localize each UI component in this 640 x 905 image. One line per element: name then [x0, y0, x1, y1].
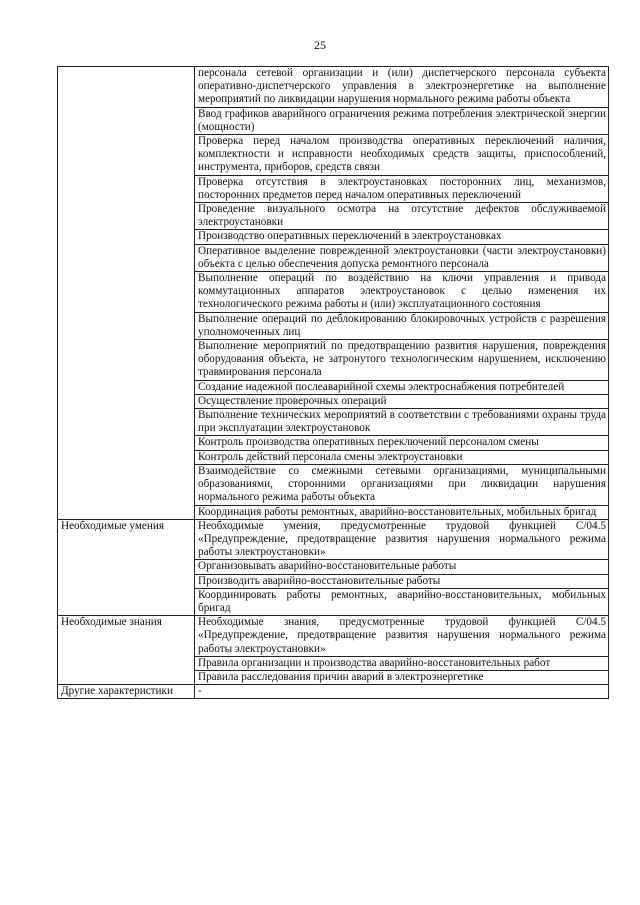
- table-cell: Выполнение технических мероприятий в соответствии с требованиями охраны труда при эксплуатации электроустановок: [195, 409, 609, 436]
- table-cell: Выполнение операций по воздействию на ключи управления и привода коммутационных аппаратов электроустановок с целью изменения их технологического режима работы и (или) эксплуатационного состояния: [195, 272, 609, 313]
- table-cell: Производить аварийно-восстановительные работы: [195, 574, 609, 588]
- table-cell: персонала сетевой организации и (или) диспетчерского персонала субъекта оперативно-диспетчерского управления в электроэнергетике на выполнение мероприятий по ликвидации нарушения нормального режима работы объекта: [195, 67, 609, 108]
- table-row: [58, 685, 609, 699]
- table-cell: Координировать работы ремонтных, аварийно-восстановительных, мобильных бригад: [195, 588, 609, 615]
- section-label: Другие характеристики: [58, 685, 195, 699]
- table-cell: Выполнение мероприятий по предотвращению развития нарушения, повреждения оборудования объекта, не затронутого технологическим нарушением, исключению травмирования персонала: [195, 340, 609, 381]
- table-row: [58, 616, 609, 657]
- section-label: Необходимые умения: [58, 519, 195, 615]
- competency-table: [57, 66, 609, 699]
- table-cell: Правила организации и производства аварийно-восстановительных работ: [195, 656, 609, 670]
- competency-table-body: [58, 67, 609, 699]
- section-label: [58, 67, 195, 520]
- table-cell: Проверка перед началом производства оперативных переключений наличия, комплектности и исправности необходимых средств защиты, приспособлений, инструмента, приборов, средств связи: [195, 135, 609, 176]
- table-cell: Оперативное выделение поврежденной электроустановки (части электроустановки) объекта с целью обеспечения допуска ремонтного персонала: [195, 244, 609, 271]
- table-cell: Координация работы ремонтных, аварийно-восстановительных, мобильных бригад: [195, 505, 609, 519]
- table-cell: Осуществление проверочных операций: [195, 394, 609, 408]
- table-cell: Организовывать аварийно-восстановительные работы: [195, 560, 609, 574]
- table-cell: Необходимые знания, предусмотренные трудовой функцией С/04.5 «Предупреждение, предотвращение развития нарушения нормального режима работы электроустановки»: [195, 616, 609, 657]
- table-cell: Взаимодействие со смежными сетевыми организациями, муниципальными образованиями, сторонними организациями при ликвидации нарушения нормального режима работы объекта: [195, 464, 609, 505]
- table-cell: Контроль производства оперативных переключений персоналом смены: [195, 436, 609, 450]
- table-cell: Проведение визуального осмотра на отсутствие дефектов обслуживаемой электроустановки: [195, 203, 609, 230]
- table-cell: Ввод графиков аварийного ограничения режима потребления электрической энергии (мощности): [195, 107, 609, 134]
- table-cell: Необходимые умения, предусмотренные трудовой функцией С/04.5 «Предупреждение, предотвращение развития нарушения нормального режима работы электроустановки»: [195, 519, 609, 560]
- table-cell: -: [195, 685, 609, 699]
- table-cell: Контроль действий персонала смены электроустановки: [195, 450, 609, 464]
- section-label: Необходимые знания: [58, 616, 195, 685]
- page-number: 25: [314, 38, 326, 52]
- table-cell: Выполнение операций по деблокированию блокировочных устройств с разрешения уполномоченных лиц: [195, 312, 609, 339]
- table-row: [58, 519, 609, 560]
- table-cell: Производство оперативных переключений в электроустановках: [195, 230, 609, 244]
- table-cell: Создание надежной послеаварийной схемы электроснабжения потребителей: [195, 380, 609, 394]
- table-cell: Проверка отсутствия в электроустановках посторонних лиц, механизмов, посторонних предметов перед началом оперативных переключений: [195, 175, 609, 202]
- table-row: [58, 67, 609, 108]
- table-cell: Правила расследования причин аварий в электроэнергетике: [195, 670, 609, 684]
